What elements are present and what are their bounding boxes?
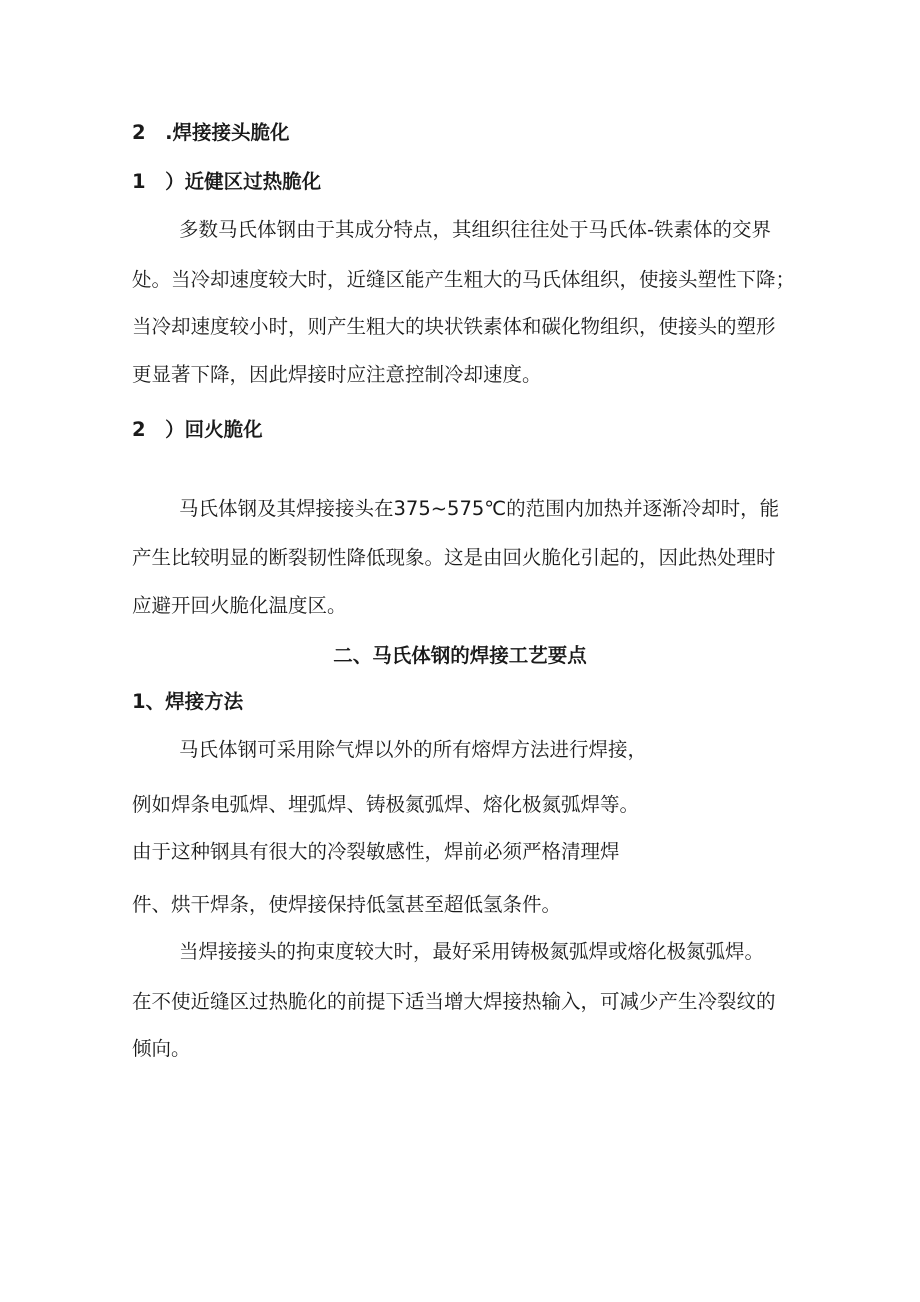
paragraph-line: 由于这种钢具有很大的冷裂敏感性，焊前必须严格清理焊: [132, 840, 620, 863]
paragraph-line: 马氏体钢可采用除气焊以外的所有熔焊方法进行焊接，: [179, 738, 648, 761]
paragraph-line: 倾向。: [132, 1037, 191, 1060]
paragraph-line: 例如焊条电弧焊、埋弧焊、铸极氮弧焊、熔化极氮弧焊等。: [132, 793, 640, 816]
paragraph-line: 产生比较明显的断裂韧性降低现象。这是由回火脆化引起的，因此热处理时: [132, 546, 776, 569]
paragraph-line: 件、烘干焊条，使焊接保持低氢甚至超低氢条件。: [132, 893, 562, 916]
subheading-overheat-embrittlement: 1 ）近健区过热脆化: [132, 170, 322, 193]
paragraph-line: 马氏体钢及其焊接接头在375~575℃的范围内加热并逐渐冷却时，能: [179, 497, 780, 520]
paragraph-line: 在不使近缝区过热脆化的前提下适当增大焊接热输入，可减少产生冷裂纹的: [132, 990, 776, 1013]
subheading-temper-embrittlement: 2 ）回火脆化: [132, 418, 263, 441]
paragraph-line: 多数马氏体钢由于其成分特点，其组织往往处于马氏体-铁素体的交界: [179, 218, 772, 241]
section-title: 二、马氏体钢的焊接工艺要点: [333, 644, 587, 667]
paragraph-line: 更显著下降，因此焊接时应注意控制冷却速度。: [132, 363, 542, 386]
paragraph-line: 处。当冷却速度较大时，近缝区能产生粗大的马氏体组织，使接头塑性下降；: [132, 268, 796, 291]
heading-welded-joint-embrittlement: 2 .焊接接头脆化: [132, 121, 290, 144]
paragraph-line: 当焊接接头的拘束度较大时，最好采用铸极氮弧焊或熔化极氮弧焊。: [179, 940, 765, 963]
paragraph-line: 当冷却速度较小时，则产生粗大的块状铁素体和碳化物组织，使接头的塑形: [132, 315, 776, 338]
subheading-welding-method: 1、焊接方法: [132, 690, 244, 713]
paragraph-line: 应避开回火脆化温度区。: [132, 594, 347, 617]
